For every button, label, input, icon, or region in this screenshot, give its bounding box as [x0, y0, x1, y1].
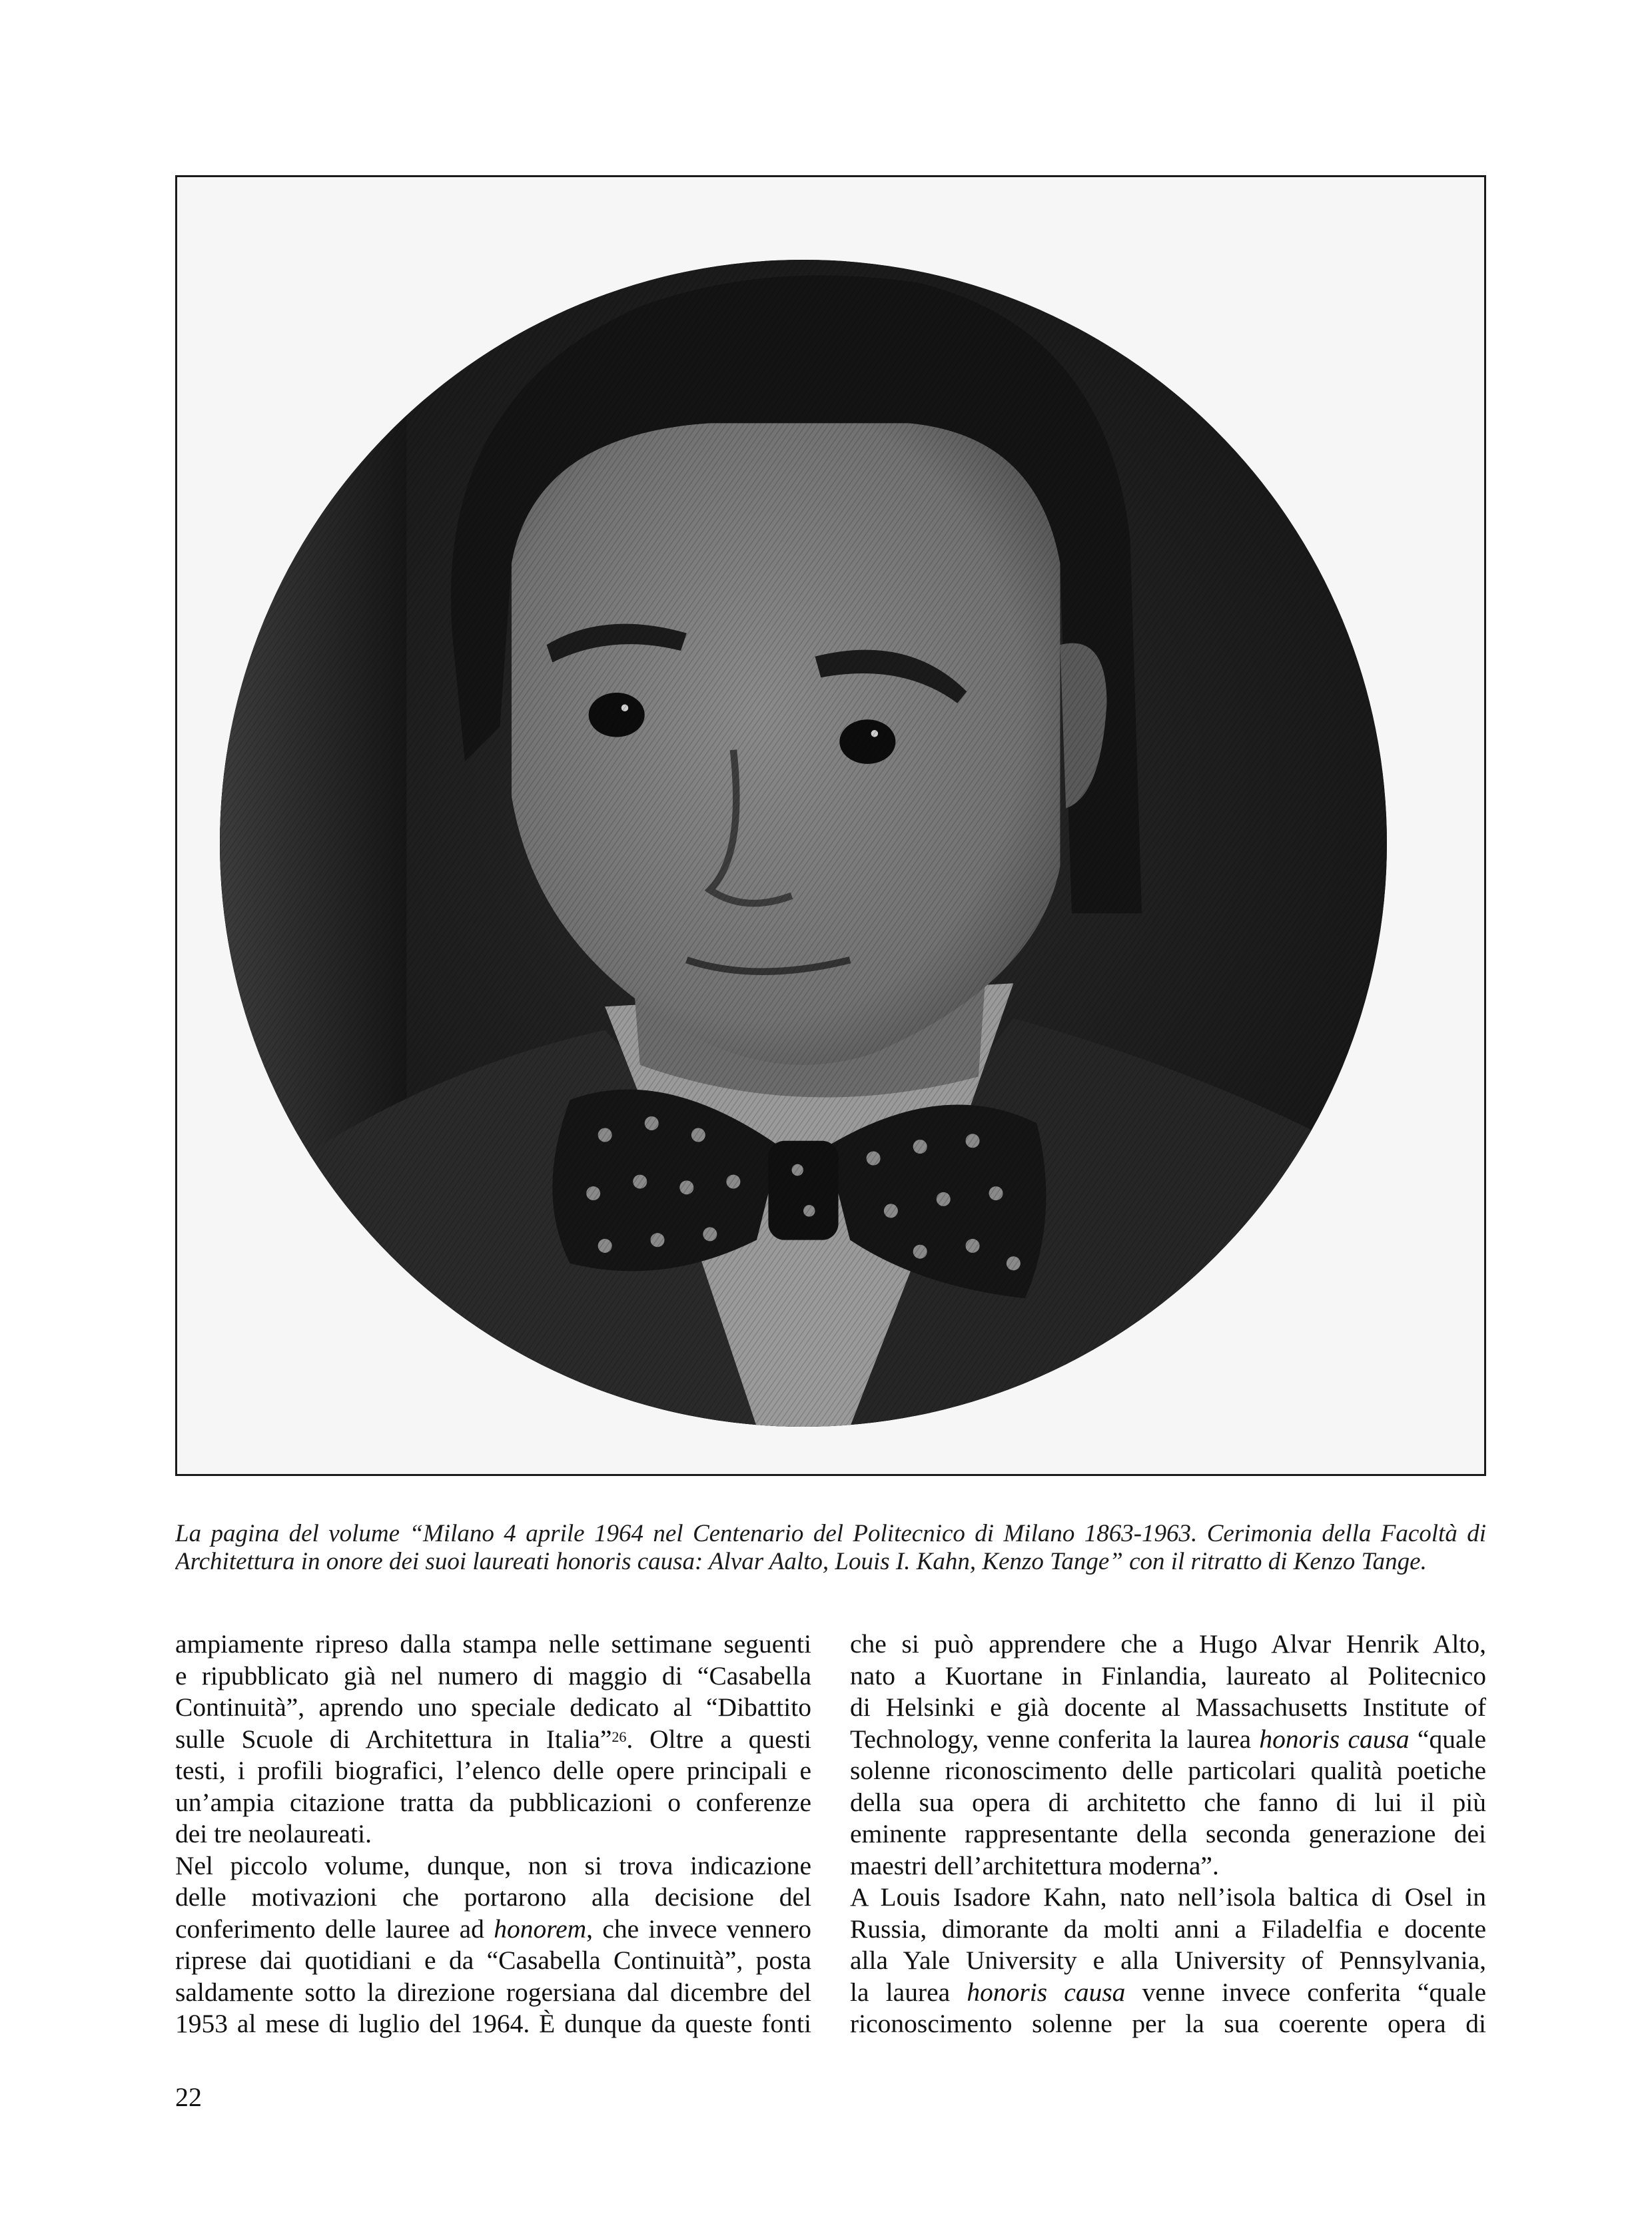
text-run: Technology, venne conferita la laurea [850, 1724, 1260, 1754]
text-line: eminente rappresentante della seconda generazione dei [850, 1819, 1486, 1848]
text-line [175, 1724, 811, 1756]
text-line: 1953 al mese di luglio del 1964. È dunque da queste fonti [175, 2009, 811, 2038]
text-line: Continuità”, aprendo uno speciale dedicato al “Dibattito [175, 1692, 811, 1722]
text-run: venne invece conferita “quale [1125, 1977, 1486, 2007]
caption-line: Architettura in onore dei suoi laureati honoris causa: Alvar Aalto, Louis I. Kahn, Kenzo Tange” con il ritratto di Kenzo Tange. [175, 1548, 1427, 1575]
italic-term: honorem [494, 1914, 587, 1944]
text-run: . Oltre a questi [626, 1724, 811, 1754]
portrait-photo-kenzo-tange [220, 260, 1387, 1427]
photo-frame [175, 175, 1486, 1476]
text-line: saldamente sotto la direzione rogersiana dal dicembre del [175, 1977, 811, 2007]
text-line: solenne riconoscimento delle particolari qualità poetiche [850, 1756, 1486, 1785]
text-line: che si può apprendere che a Hugo Alvar Henrik Alto, [850, 1629, 1486, 1659]
body-column-right [850, 1629, 1486, 2040]
text-run: “quale [1409, 1724, 1486, 1754]
italic-term: honoris causa [1259, 1724, 1410, 1754]
text-run: , che invece vennero [586, 1914, 811, 1944]
text-line: ampiamente ripreso dalla stampa nelle settimane seguenti [175, 1629, 811, 1659]
italic-term: honoris causa [967, 1977, 1126, 2007]
text-run: conferimento delle lauree ad [175, 1914, 494, 1944]
text-line: maestri dell’architettura moderna”. [850, 1850, 1219, 1880]
text-run: sulle Scuole di Architettura in Italia” [175, 1724, 612, 1754]
text-line: di Helsinki e già docente al Massachusetts Institute of [850, 1692, 1486, 1722]
figure-caption [175, 1520, 1486, 1576]
text-line: un’ampia citazione tratta da pubblicazioni o conferenze [175, 1787, 811, 1817]
footnote-reference[interactable]: 26 [612, 1728, 627, 1745]
text-line: della sua opera di architetto che fanno di lui il più [850, 1787, 1486, 1817]
text-line: dei tre neolaureati. [175, 1819, 372, 1848]
text-line [850, 1977, 1486, 2009]
text-line: riprese dai quotidiani e da “Casabella Continuità”, posta [175, 1946, 811, 1975]
text-line: Nel piccolo volume, dunque, non si trova indicazione [175, 1850, 811, 1880]
text-line: Russia, dimorante da molti anni a Filadelfia e docente [850, 1914, 1486, 1944]
portrait-illustration [220, 260, 1387, 1427]
text-line: testi, i profili biografici, l’elenco delle opere principali e [175, 1756, 811, 1785]
text-line [850, 1724, 1486, 1756]
text-line: nato a Kuortane in Finlandia, laureato al Politecnico [850, 1660, 1486, 1690]
text-line: riconoscimento solenne per la sua coerente opera di [850, 2009, 1486, 2038]
text-line [175, 1914, 811, 1946]
text-line: delle motivazioni che portarono alla decisione del [175, 1882, 811, 1912]
page-number: 22 [175, 2082, 202, 2112]
text-line: e ripubblicato già nel numero di maggio di “Casabella [175, 1660, 811, 1690]
caption-line: La pagina del volume “Milano 4 aprile 1964 nel Centenario del Politecnico di Milano 1863-1963. Cerimonia della Facoltà di [175, 1520, 1486, 1547]
halftone-texture [220, 260, 1387, 1427]
text-line: alla Yale University e alla University of Pennsylvania, [850, 1946, 1486, 1975]
body-column-left [175, 1629, 811, 2040]
text-run: la laurea [850, 1977, 967, 2007]
text-line: A Louis Isadore Kahn, nato nell’isola baltica di Osel in [850, 1882, 1486, 1912]
